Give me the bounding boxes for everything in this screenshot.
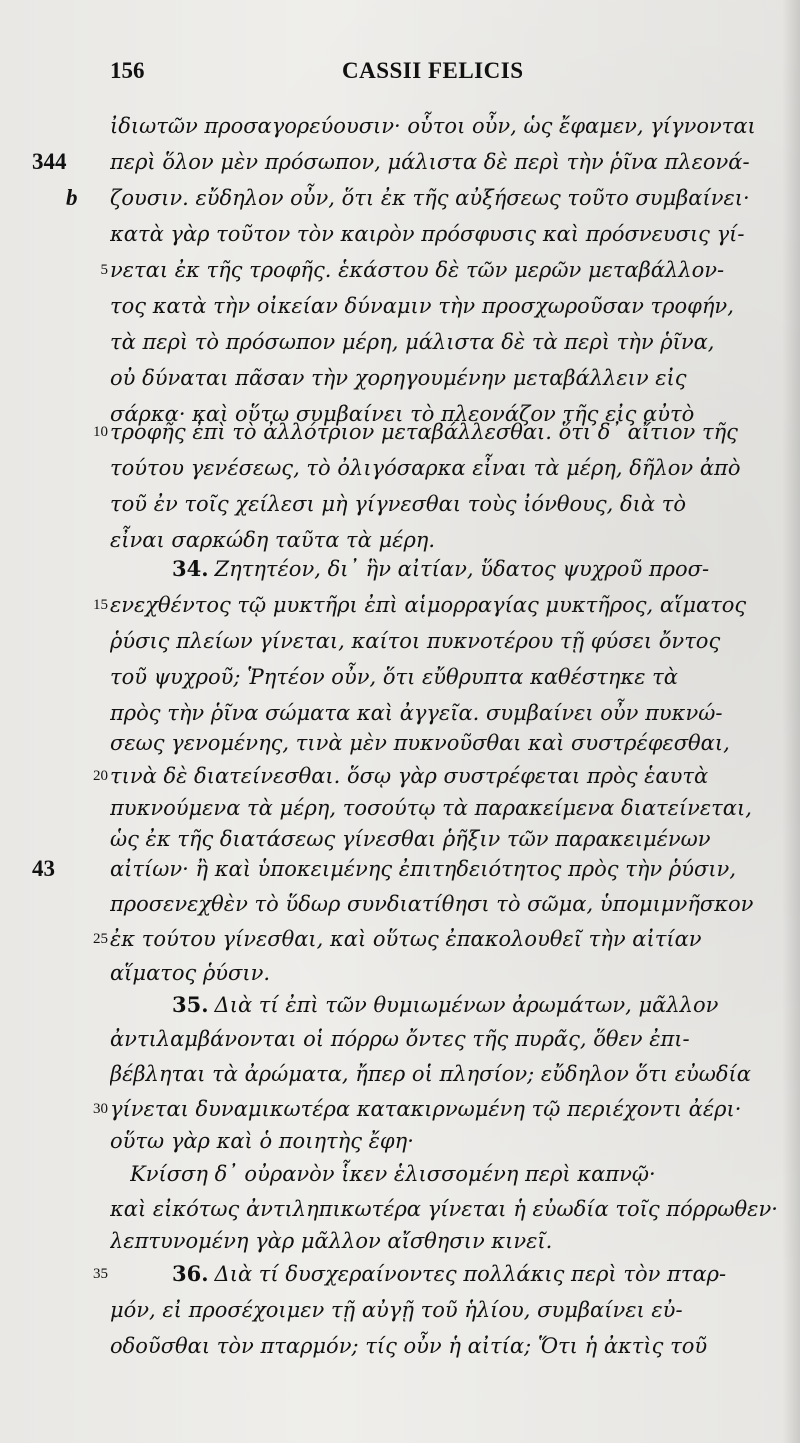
text-line: γίνεται δυναμικωτέρα κατακιρνωμένη τῷ περιέχοντι ἀέρι· xyxy=(110,1097,742,1121)
paragraph-35-first-line xyxy=(172,987,800,1023)
text-line: λεπτυνομένη γὰρ μᾶλλον αἴσθησιν κινεῖ. xyxy=(110,1229,553,1253)
text-line: τοῦ ἐν τοῖς χείλεσι μὴ γίγνεσθαι τοὺς ἰόνθους, διὰ τὸ xyxy=(110,492,687,516)
text-line: οὐ δύναται πᾶσαν τὴν χορηγουμένην μεταβάλλειν εἰς xyxy=(110,366,687,390)
paragraph-34-first-line xyxy=(172,551,800,587)
text-line: Διὰ τί δυσχεραίνοντες πολλάκις περὶ τὸν πταρ- xyxy=(214,1262,727,1286)
page-header xyxy=(110,58,750,88)
text-line: ὡς ἐκ τῆς διατάσεως γίνεσθαι ῥῆξιν τῶν παρακειμένων xyxy=(110,827,711,851)
text-line: πυκνούμενα τὰ μέρη, τοσούτῳ τὰ παρακείμενα διατείνεται, xyxy=(110,796,752,820)
text-line: Ζητητέον, δι᾽ ἣν αἰτίαν, ὕδατος ψυχροῦ προσ- xyxy=(214,557,710,581)
text-line: σάρκα· καὶ οὕτω συμβαίνει τὸ πλεονάζον τῆς εἰς αὐτὸ xyxy=(110,402,695,426)
section-number-34: 34. xyxy=(172,556,209,581)
text-line: τινὰ δὲ διατείνεσθαι. ὅσῳ γὰρ συστρέφεται πρὸς ἑαυτὰ xyxy=(110,764,709,788)
text-line: οδοῦσθαι τὸν πταρμόν; τίς οὖν ἡ αἰτία; Ὅτι ἡ ἀκτὶς τοῦ xyxy=(110,1334,708,1358)
paragraph-36-first-line xyxy=(172,1256,800,1292)
line-number-30: 30 xyxy=(93,1101,108,1117)
text-line: τροφῆς ἐπὶ τὸ ἀλλότριον μεταβάλλεσθαι. ὅτι δ᾽ αἴτιον τῆς xyxy=(110,420,738,444)
margin-ref-43: 43 xyxy=(32,856,55,881)
section-number-36: 36. xyxy=(172,1261,209,1286)
text-line: ἐκ τούτου γίνεσθαι, καὶ οὕτως ἐπακολουθεῖ τὴν αἰτίαν xyxy=(110,927,702,951)
text-line: καὶ εἰκότως ἀντιληπικωτέρα γίνεται ἡ εὐωδία τοῖς πόρρωθεν· xyxy=(110,1197,778,1221)
text-line: τος κατὰ τὴν οἰκείαν δύναμιν τὴν προσχωροῦσαν τροφήν, xyxy=(110,294,734,318)
page-number: 156 xyxy=(110,58,145,83)
text-line: τὰ περὶ τὸ πρόσωπον μέρη, μάλιστα δὲ τὰ περὶ τὴν ῥῖνα, xyxy=(110,330,715,354)
line-number-20: 20 xyxy=(93,768,108,784)
running-head: CASSII FELICIS xyxy=(342,58,524,83)
text-line: ῥύσις πλείων γίνεται, καίτοι πυκνοτέρου τῇ φύσει ὄντος xyxy=(110,629,721,653)
line-number-10: 10 xyxy=(93,424,108,440)
verse-quotation: Κνίσση δ᾽ οὐρανὸν ἷκεν ἑλισσομένη περὶ καπνῷ· xyxy=(130,1162,656,1186)
text-line: τούτου γενέσεως, τὸ ὀλιγόσαρκα εἶναι τὰ μέρη, δῆλον ἀπὸ xyxy=(110,456,741,480)
text-line: ἰδιωτῶν προσαγορεύουσιν· οὗτοι οὖν, ὡς ἔφαμεν, γίγνονται xyxy=(110,114,756,138)
line-number-15: 15 xyxy=(93,597,108,613)
line-number-25: 25 xyxy=(93,931,108,947)
text-line: νεται ἐκ τῆς τροφῆς. ἑκάστου δὲ τῶν μερῶν μεταβάλλον- xyxy=(110,258,725,282)
text-line: περὶ ὅλον μὲν πρόσωπον, μάλιστα δὲ περὶ τὴν ῥῖνα πλεονά- xyxy=(110,150,750,174)
line-number-35: 35 xyxy=(93,1266,108,1282)
text-line: μόν, εἰ προσέχοιμεν τῇ αὐγῇ τοῦ ἡλίου, συμβαίνει εὐ- xyxy=(110,1298,683,1322)
text-line: αἰτίων· ἢ καὶ ὑποκειμένης ἐπιτηδειότητος πρὸς τὴν ῥύσιν, xyxy=(110,857,736,881)
line-number-5: 5 xyxy=(100,262,108,278)
text-line: ἀντιλαμβάνονται οἱ πόρρω ὄντες τῆς πυρᾶς, ὅθεν ἐπι- xyxy=(110,1027,690,1051)
text-line: τοῦ ψυχροῦ; Ῥητέον οὖν, ὅτι εὔθρυπτα καθέστηκε τὰ xyxy=(110,665,678,689)
text-line: σεως γενομένης, τινὰ μὲν πυκνοῦσθαι καὶ συστρέφεσθαι, xyxy=(110,731,730,755)
text-line: εἶναι σαρκώδη ταῦτα τὰ μέρη. xyxy=(110,528,436,552)
text-line: προσενεχθὲν τὸ ὕδωρ συνδιατίθησι τὸ σῶμα, ὑπομιμνῆσκον xyxy=(110,892,754,916)
margin-ref-344: 344 xyxy=(32,149,67,174)
text-line: ενεχθέντος τῷ μυκτῆρι ἐπὶ αἱμορραγίας μυκτῆρος, αἵματος xyxy=(110,593,747,617)
margin-ref-b: b xyxy=(66,185,78,210)
text-line: ζουσιν. εὔδηλον οὖν, ὅτι ἐκ τῆς αὐξήσεως τοῦτο συμβαίνει· xyxy=(110,186,750,210)
text-line: οὕτω γὰρ καὶ ὁ ποιητὴς ἔφη· xyxy=(110,1129,414,1153)
text-line: Διὰ τί ἐπὶ τῶν θυμιωμένων ἀρωμάτων, μᾶλλον xyxy=(214,993,719,1017)
text-line: αἵματος ῥύσιν. xyxy=(110,961,271,985)
section-number-35: 35. xyxy=(172,992,209,1017)
text-line: βέβληται τὰ ἀρώματα, ἤπερ οἱ πλησίον; εὔδηλον ὅτι εὐωδία xyxy=(110,1062,751,1086)
text-line: κατὰ γὰρ τοῦτον τὸν καιρὸν πρόσφυσις καὶ πρόσνευσις γί- xyxy=(110,222,745,246)
text-line: πρὸς τὴν ῥῖνα σώματα καὶ ἀγγεῖα. συμβαίνει οὖν πυκνώ- xyxy=(110,701,723,725)
